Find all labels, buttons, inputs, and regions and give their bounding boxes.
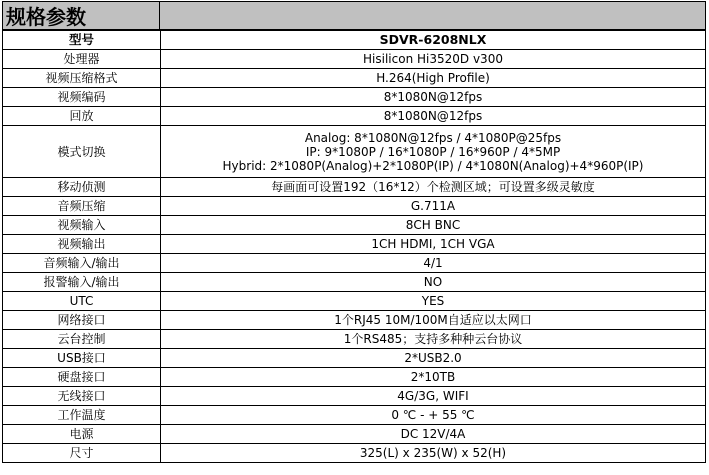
row-key: 音频压缩: [3, 197, 161, 216]
row-value: H.264(High Profile): [161, 69, 706, 88]
row-key: 尺寸: [3, 444, 161, 463]
spec-table: [2, 30, 706, 463]
table-row: [3, 69, 706, 88]
table-row: [3, 254, 706, 273]
table-row: [3, 107, 706, 126]
table-row: [3, 311, 706, 330]
row-key: 移动侦测: [3, 178, 161, 197]
table-row: [3, 273, 706, 292]
table-row: [3, 292, 706, 311]
table-row: [3, 330, 706, 349]
table-row: [3, 387, 706, 406]
row-key: 云台控制: [3, 330, 161, 349]
table-row: [3, 197, 706, 216]
model-label: 型号: [3, 31, 161, 50]
row-value-multiline: [161, 126, 706, 178]
row-value: G.711A: [161, 197, 706, 216]
sheet-title: 规格参数: [3, 2, 160, 29]
row-key: 网络接口: [3, 311, 161, 330]
row-value: 8*1080N@12fps: [161, 88, 706, 107]
row-value: YES: [161, 292, 706, 311]
model-value: SDVR-6208NLX: [161, 31, 706, 50]
row-key: 视频压缩格式: [3, 69, 161, 88]
mode-line-analog: Analog: 8*1080N@12fps / 4*1080P@25fps: [304, 130, 562, 145]
row-key: 视频输出: [3, 235, 161, 254]
table-row: [3, 50, 706, 69]
table-row: [3, 178, 706, 197]
row-value: 1个RJ45 10M/100M自适应以太网口: [161, 311, 706, 330]
table-row: [3, 349, 706, 368]
spec-sheet: [2, 1, 706, 472]
table-row: [3, 235, 706, 254]
row-key: 模式切换: [3, 126, 161, 178]
row-value: DC 12V/4A: [161, 425, 706, 444]
row-value: 2*10TB: [161, 368, 706, 387]
row-key: 视频输入: [3, 216, 161, 235]
row-key: 电源: [3, 425, 161, 444]
row-value: 每画面可设置192（16*12）个检测区域；可设置多级灵敏度: [161, 178, 706, 197]
mode-line-ip: IP: 9*1080P / 16*1080P / 16*960P / 4*5MP: [305, 144, 561, 159]
row-value: 2*USB2.0: [161, 349, 706, 368]
row-key: USB接口: [3, 349, 161, 368]
row-value: NO: [161, 273, 706, 292]
table-row: [3, 88, 706, 107]
table-row: [3, 216, 706, 235]
row-key: 无线接口: [3, 387, 161, 406]
row-value: 0 ℃ - + 55 ℃: [161, 406, 706, 425]
row-value: 8*1080N@12fps: [161, 107, 706, 126]
row-value: 325(L) x 235(W) x 52(H): [161, 444, 706, 463]
row-key: 视频编码: [3, 88, 161, 107]
row-key: 工作温度: [3, 406, 161, 425]
row-key: 报警输入/输出: [3, 273, 161, 292]
row-value: 1个RS485；支持多种种云台协议: [161, 330, 706, 349]
row-value: 4/1: [161, 254, 706, 273]
row-key: 音频输入/输出: [3, 254, 161, 273]
table-row: [3, 444, 706, 463]
table-row: [3, 406, 706, 425]
row-key: 硬盘接口: [3, 368, 161, 387]
title-bar-fill: [160, 2, 705, 29]
row-key: UTC: [3, 292, 161, 311]
row-key: 回放: [3, 107, 161, 126]
row-key: 处理器: [3, 50, 161, 69]
title-bar: [2, 1, 706, 30]
row-value: Hisilicon Hi3520D v300: [161, 50, 706, 69]
mode-line-hybrid: Hybrid: 2*1080P(Analog)+2*1080P(IP) / 4*1080N(Analog)+4*960P(IP): [222, 158, 644, 173]
table-row: [3, 126, 706, 178]
row-value: 8CH BNC: [161, 216, 706, 235]
row-value: 1CH HDMI, 1CH VGA: [161, 235, 706, 254]
table-header-row: [3, 31, 706, 50]
table-row: [3, 368, 706, 387]
table-row: [3, 425, 706, 444]
row-value: 4G/3G, WIFI: [161, 387, 706, 406]
